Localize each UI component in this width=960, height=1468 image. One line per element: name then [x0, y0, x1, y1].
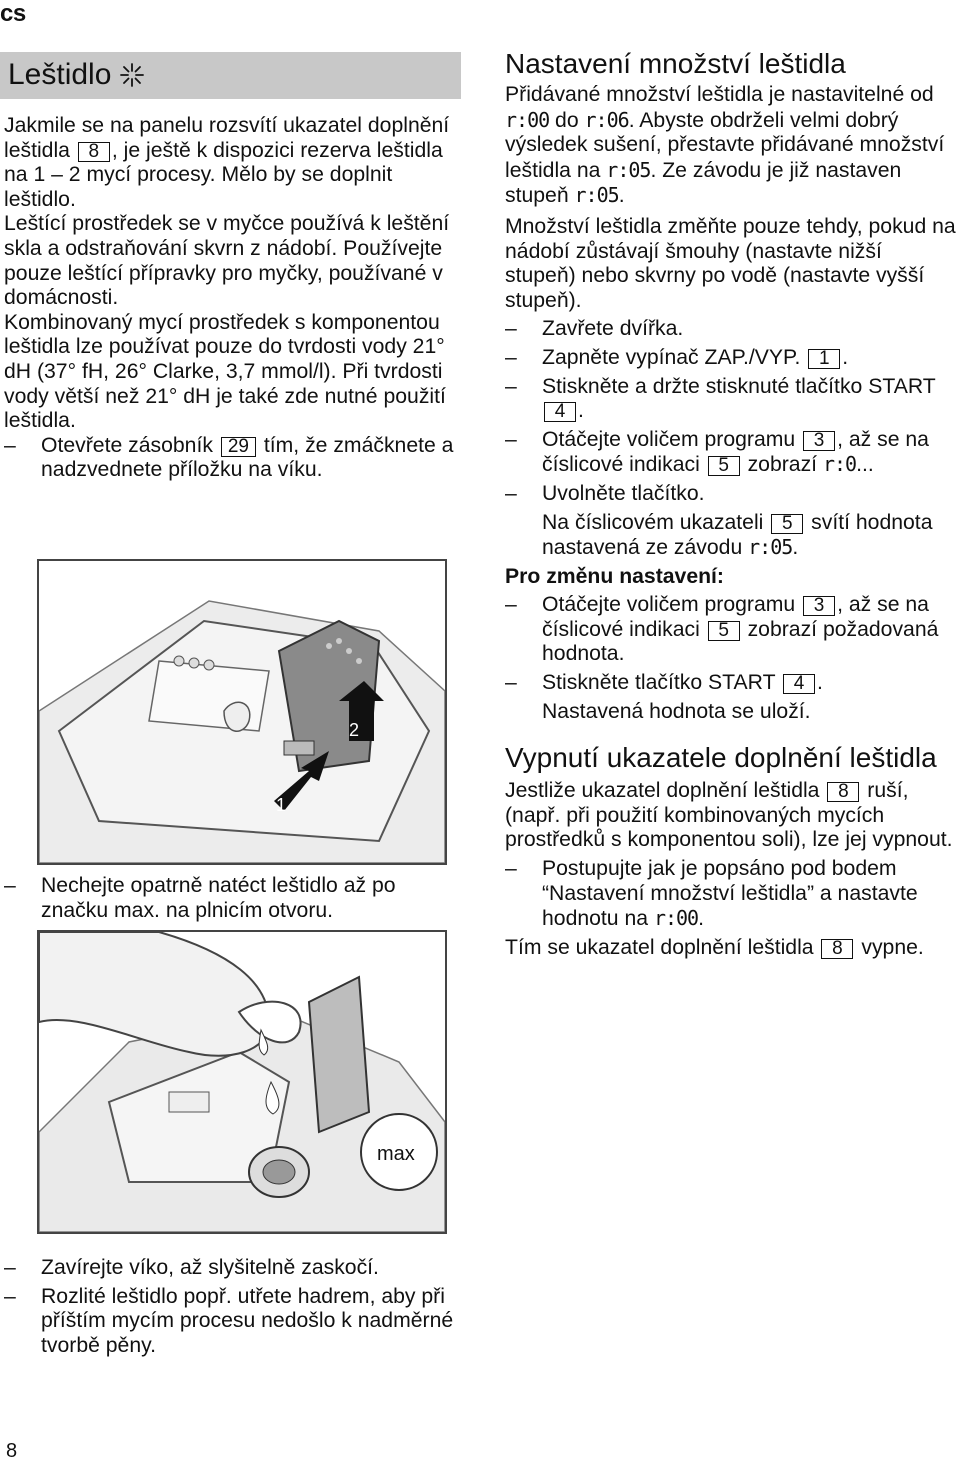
- start-4-box-change: 4: [783, 674, 815, 694]
- display-r0: r:0: [822, 452, 857, 477]
- step-wipe: – Rozlité leštidlo popř. utřete hadrem, aby při příštím mycím procesu nedošlo k nadměrné tvorbě pěny.: [4, 1285, 459, 1359]
- figure1-label-2: 2: [349, 720, 360, 740]
- section-title-text: Leštidlo: [8, 58, 112, 91]
- display-r00: r:00: [505, 107, 550, 132]
- left-column-fill: [4, 874, 459, 923]
- display-r05-note: r:05: [748, 535, 793, 560]
- step-turn-selector: – Otáčejte voličem programu 3 , až se na číslicové indikaci 5 zobrazí r:0...: [505, 428, 957, 478]
- step-switch-on: – Zapněte vypínač ZAP./VYP. 1 .: [505, 346, 957, 371]
- paragraph-when-change: Množství leštidla změňte pouze tehdy, pokud na nádobí zůstávají šmouhy (nastavte nižší stupeň) nebo skvrny po vodě (nastavte vyšší stupeň).: [505, 214, 956, 312]
- selector-3-box: 3: [803, 431, 835, 451]
- pour-illustration: [39, 932, 445, 1232]
- note-factory-value: Na číslicovém ukazateli 5 svítí hodnota nastavená ze závodu r:05.: [542, 510, 933, 560]
- rinse-aid-icon: [119, 62, 145, 88]
- note-saved: Nastavená hodnota se uloží.: [542, 699, 811, 723]
- left-column-intro: [4, 114, 459, 483]
- figure-open-dispenser: [37, 559, 447, 865]
- paragraph-disable: Jestliže ukazatel doplnění leštidla 8 ruší, (např. při použití kombinovaných mycích prostředků s komponentou soli), lze jej vypnout.: [505, 779, 953, 852]
- step-press-start: – Stiskněte tlačítko START 4 .: [505, 671, 957, 696]
- paragraph-indicator: Jakmile se na panelu rozsvítí ukazatel doplnění leštidla 8 , je ještě k dispozici rezerva leštidla na 1 – 2 mycí procesy. Mělo by se doplnit leštidlo.: [4, 114, 450, 211]
- paragraph-amount: Přidávané množství leštidla je nastavitelné od r:00 do r:06. Abyste obdrželi velmi dobrý výsledek sušení, přestavte přidávané množství leštidla na r:05. Ze závodu je již nastaven stupeň r:05.: [505, 83, 945, 208]
- step-release: – Uvolněte tlačítko.: [505, 482, 957, 507]
- display-r05: r:05: [606, 157, 651, 182]
- display-r05-factory: r:05: [574, 183, 619, 208]
- step-close-lid: – Zavírejte víko, až slyšitelně zaskočí.: [4, 1256, 459, 1281]
- step-change-turn: – Otáčejte voličem programu 3 , až se na číslicové indikaci 5 zobrazí požadovaná hodnota.: [505, 593, 957, 667]
- heading-disable-indicator: Vypnutí ukazatele doplnění leštidla: [505, 742, 937, 774]
- display-r00-disable: r:00: [653, 906, 699, 931]
- dispenser-illustration: [39, 561, 445, 863]
- figure1-label-1: 1: [276, 795, 287, 815]
- step-close-door: – Zavřete dvířka.: [505, 317, 957, 342]
- page-number: 8: [6, 1440, 18, 1462]
- display-5-box-change: 5: [708, 621, 740, 641]
- step-disable: – Postupujte jak je popsáno pod bodem “Nastavení množství leštidla” a nastavte hodnotu na r:00.: [505, 857, 957, 932]
- indicator-8-box-disable: 8: [827, 782, 859, 802]
- figure2-label-max: max: [377, 1143, 415, 1165]
- display-5-box-note: 5: [771, 514, 803, 534]
- start-4-box: 4: [544, 402, 576, 422]
- section-header: [0, 52, 461, 99]
- language-code: cs: [0, 0, 26, 27]
- left-column-close: [4, 1256, 459, 1358]
- paragraph-combined: Kombinovaný mycí prostředek s komponentou leštidla lze používat pouze do tvrdosti vody 21° dH (37° fH, 26° Clarke, 3,7 mmol/l). Při tvrdosti vody větší než 21° dH je také zde nutné použití leštidla.: [4, 310, 446, 433]
- paragraph-disable-result: Tím se ukazatel doplnění leštidla 8 vypne.: [505, 935, 924, 959]
- heading-amount-setting: Nastavení množství leštidla: [505, 48, 846, 79]
- switch-1-box: 1: [808, 349, 840, 369]
- step-hold-start: – Stiskněte a držte stisknuté tlačítko START 4 .: [505, 375, 957, 424]
- section-title: [8, 56, 145, 94]
- display-5-box: 5: [708, 456, 740, 476]
- heading-change-setting: Pro změnu nastavení:: [505, 564, 724, 588]
- step-open-container: – Otevřete zásobník 29 tím, že zmáčknete a nadzvednete příložku na víku.: [4, 434, 459, 483]
- figure-pour-rinse-aid: [37, 930, 447, 1234]
- paragraph-usage: Leštící prostředek se v myčce používá k leštění skla a odstraňování skvrn z nádobí. Používejte pouze leštící přípravky pro myčky, používané v domácnosti.: [4, 212, 450, 310]
- selector-3-box-change: 3: [803, 596, 835, 616]
- step-pour: – Nechejte opatrně natéct leštidlo až po značku max. na plnicím otvoru.: [4, 874, 459, 923]
- display-r06: r:06: [584, 107, 629, 132]
- container-29-box: 29: [221, 437, 256, 457]
- right-column: [505, 48, 957, 960]
- indicator-8-box: 8: [78, 142, 110, 162]
- indicator-8-box-result: 8: [821, 939, 853, 959]
